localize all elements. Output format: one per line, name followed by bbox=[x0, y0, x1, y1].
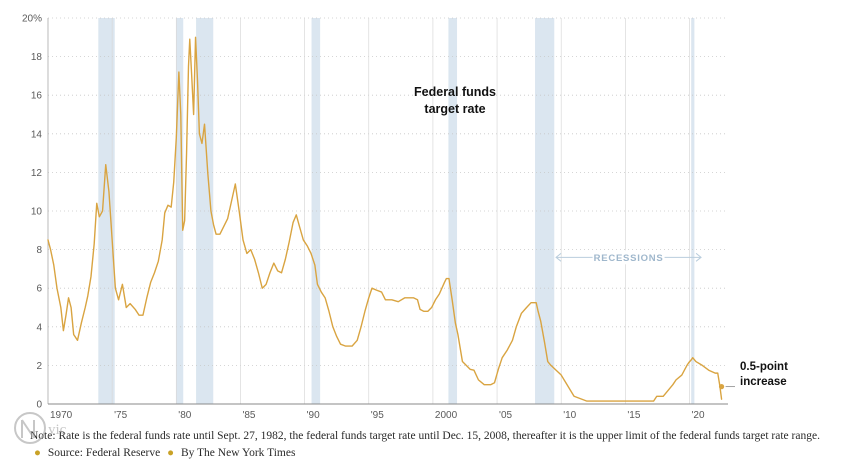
watermark-logo bbox=[8, 404, 82, 450]
x-tick-label: '15 bbox=[627, 410, 641, 421]
recessions-label: RECESSIONS bbox=[593, 252, 664, 264]
callout-line1: 0.5-point bbox=[740, 361, 788, 373]
recessions-annotation bbox=[556, 250, 701, 264]
note-label: Note: bbox=[30, 430, 56, 442]
y-tick-label: 16 bbox=[30, 90, 42, 102]
note-text: Rate is the federal funds rate until Sept. 27, 1982, the federal funds target rate until Dec. 15, 2008, thereafter it is the upper limit of the federal funds target rate range. bbox=[58, 430, 820, 442]
gridlines bbox=[48, 18, 728, 404]
callout-marker bbox=[719, 384, 735, 389]
callout-label bbox=[740, 360, 840, 390]
x-tick-label: '80 bbox=[178, 410, 192, 421]
y-tick-label: 18 bbox=[30, 52, 42, 64]
y-tick-label: 6 bbox=[36, 283, 42, 295]
y-tick-label: 10 bbox=[30, 206, 42, 218]
chart-title-line1: Federal funds bbox=[414, 85, 496, 99]
y-tick-label: 14 bbox=[30, 129, 42, 141]
x-tick-label: 1970 bbox=[50, 410, 73, 421]
x-tick-label: '05 bbox=[499, 410, 513, 421]
x-tick-label: '75 bbox=[114, 410, 128, 421]
chart-title bbox=[380, 84, 530, 118]
x-axis-labels bbox=[50, 410, 705, 421]
x-tick-label: '95 bbox=[370, 410, 384, 421]
x-tick-label: '20 bbox=[691, 410, 705, 421]
x-tick-label: '85 bbox=[242, 410, 256, 421]
note-separator-1: ● bbox=[34, 446, 41, 459]
x-tick-label: '90 bbox=[306, 410, 320, 421]
x-tick-label: 2000 bbox=[434, 410, 458, 421]
svg-text:yic: yic bbox=[48, 422, 67, 438]
y-tick-label: 4 bbox=[36, 322, 42, 334]
byline: By The New York Times bbox=[180, 446, 296, 459]
callout-line2: increase bbox=[740, 375, 787, 388]
y-tick-label: 12 bbox=[30, 167, 42, 179]
footnote bbox=[30, 428, 830, 461]
source-label: Source: Federal Reserve bbox=[47, 446, 161, 459]
note-separator-2: ● bbox=[167, 446, 175, 459]
y-tick-label: 8 bbox=[36, 245, 42, 257]
y-tick-label: 0 bbox=[36, 399, 42, 411]
chart-title-line2: target rate bbox=[424, 101, 486, 116]
y-axis-labels bbox=[22, 14, 42, 411]
x-tick-label: '10 bbox=[563, 410, 577, 421]
y-tick-label: 20% bbox=[21, 13, 42, 25]
y-tick-label: 2 bbox=[36, 360, 42, 372]
end-point-dot bbox=[719, 384, 724, 389]
